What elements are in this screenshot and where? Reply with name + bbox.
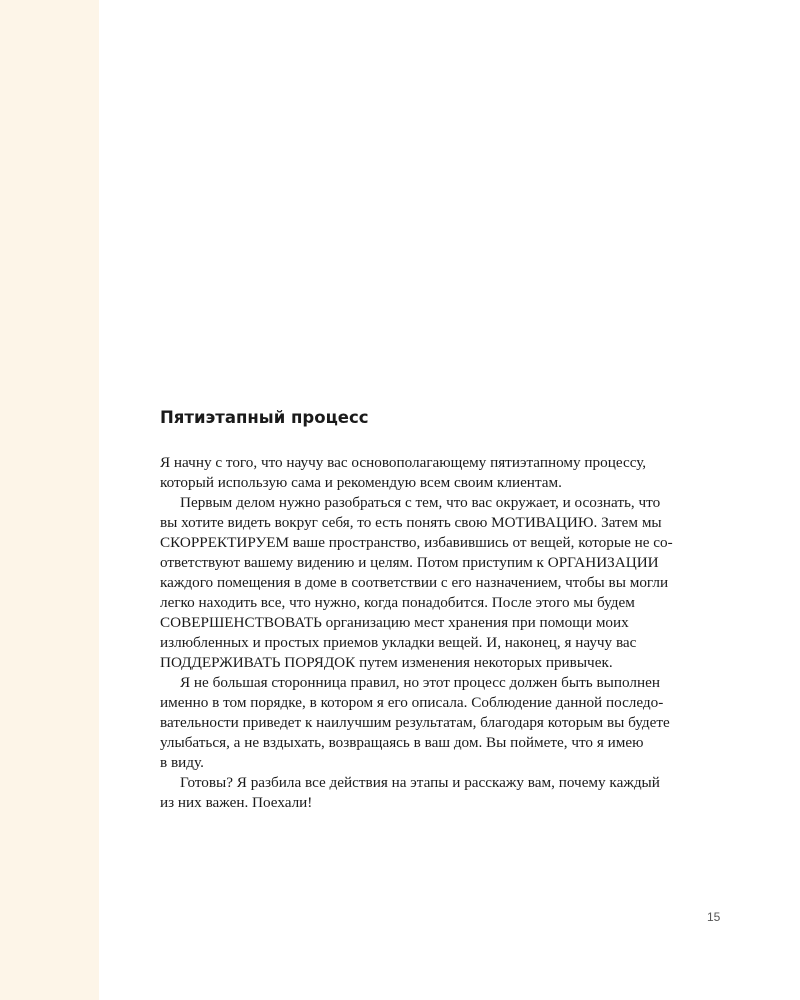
body-line: СОВЕРШЕНСТВОВАТЬ организацию мест хранения при помощи моих — [160, 614, 629, 631]
page-number: 15 — [707, 910, 721, 924]
body-line: из них важен. Поехали! — [160, 794, 313, 811]
body-line: который использую сама и рекомендую всем своим клиентам. — [160, 474, 562, 491]
body-line: СКОРРЕКТИРУЕМ ваше пространство, избавившись от вещей, которые не со- — [160, 534, 673, 551]
body-line: излюбленных и простых приемов укладки вещей. И, наконец, я научу вас — [160, 634, 637, 651]
body-line: в виду. — [160, 754, 204, 771]
body-line: ПОДДЕРЖИВАТЬ ПОРЯДОК путем изменения некоторых привычек. — [160, 654, 613, 671]
page-margin-strip — [0, 0, 99, 1000]
body-line: Я начну с того, что научу вас основополагающему пятиэтапному процессу, — [160, 454, 647, 471]
body-line: каждого помещения в доме в соответствии с его назначением, чтобы вы могли — [160, 574, 669, 591]
body-line: Первым делом нужно разобраться с тем, что вас окружает, и осознать, что — [180, 494, 661, 511]
body-line: легко находить все, что нужно, когда понадобится. После этого мы будем — [160, 594, 635, 611]
section-heading: Пятиэтапный процесс — [160, 408, 369, 427]
body-text — [160, 453, 680, 813]
body-line: улыбаться, а не вздыхать, возвращаясь в ваш дом. Вы поймете, что я имею — [160, 734, 644, 751]
body-line: вы хотите видеть вокруг себя, то есть понять свою МОТИВАЦИЮ. Затем мы — [160, 514, 662, 531]
body-line: именно в том порядке, в котором я его описала. Соблюдение данной последо- — [160, 694, 664, 711]
body-line: Я не большая сторонница правил, но этот процесс должен быть выполнен — [180, 674, 660, 691]
body-line: Готовы? Я разбила все действия на этапы и расскажу вам, почему каждый — [180, 774, 660, 791]
body-line: вательности приведет к наилучшим результатам, благодаря которым вы будете — [160, 714, 670, 731]
body-line: ответствуют вашему видению и целям. Потом приступим к ОРГАНИЗАЦИИ — [160, 554, 659, 571]
